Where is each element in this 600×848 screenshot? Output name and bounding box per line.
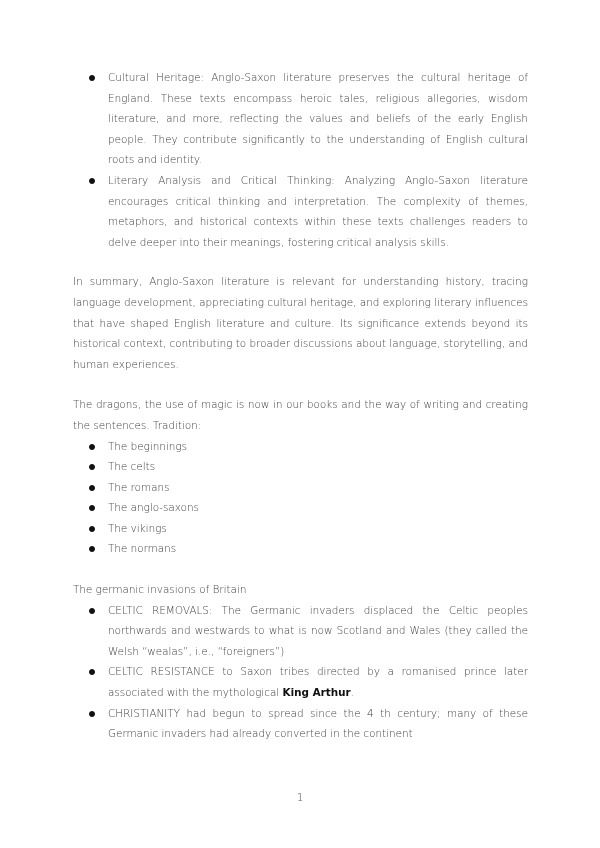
relevance-bullet-list <box>73 68 528 253</box>
tradition-intro-paragraph: The dragons, the use of magic is now in our books and the way of writing and creating the sentences. Tradition: <box>73 399 528 432</box>
list-item: The romans <box>73 478 528 499</box>
list-item: The anglo-saxons <box>73 498 528 519</box>
summary-paragraph: In summary, Anglo-Saxon literature is relevant for understanding history, tracing language development, appreciating cultural heritage, and exploring literary influences that have shaped English literature and culture. Its significance extends beyond its historical context, contributing to broader discussions about language, storytelling, and human experiences. <box>73 276 528 371</box>
list-item: CHRISTIANITY had begun to spread since the 4 th century; many of these Germanic invaders had already converted in the continent <box>73 704 528 745</box>
tradition-list <box>73 437 528 561</box>
list-item: Cultural Heritage: Anglo-Saxon literature preserves the cultural heritage of England. These texts encompass heroic tales, religious allegories, wisdom literature, and more, reflecting the values and beliefs of the early English people. They contribute significantly to the understanding of English cultural roots and identity. <box>73 68 528 171</box>
list-item: The normans <box>73 539 528 560</box>
invasions-list <box>73 601 528 745</box>
list-item: The vikings <box>73 519 528 540</box>
list-item: The beginnings <box>73 437 528 458</box>
page-number: 1 <box>296 792 304 804</box>
invasions-heading: The germanic invasions of Britain <box>73 584 247 597</box>
list-item: The celts <box>73 457 528 478</box>
list-item: Literary Analysis and Critical Thinking: Analyzing Anglo-Saxon literature encourages critical thinking and interpretation. The complexity of themes, metaphors, and historical contexts within these texts challenges readers to delve deeper into their meanings, fostering critical analysis skills. <box>73 171 528 253</box>
page-content <box>73 68 528 745</box>
list-item <box>73 662 528 703</box>
list-item-text: CELTIC RESISTANCE to Saxon tribes directed by a romanised prince later associated with the mythological <box>108 666 528 700</box>
king-arthur-bold-text: King Arthur <box>282 687 351 700</box>
list-item: CELTIC REMOVALS: The Germanic invaders displaced the Celtic peoples northwards and westwards to what is now Scotland and Wales (they called the Welsh “wealas”, i.e., “foreigners”) <box>73 601 528 663</box>
list-item-text: . <box>350 687 354 700</box>
